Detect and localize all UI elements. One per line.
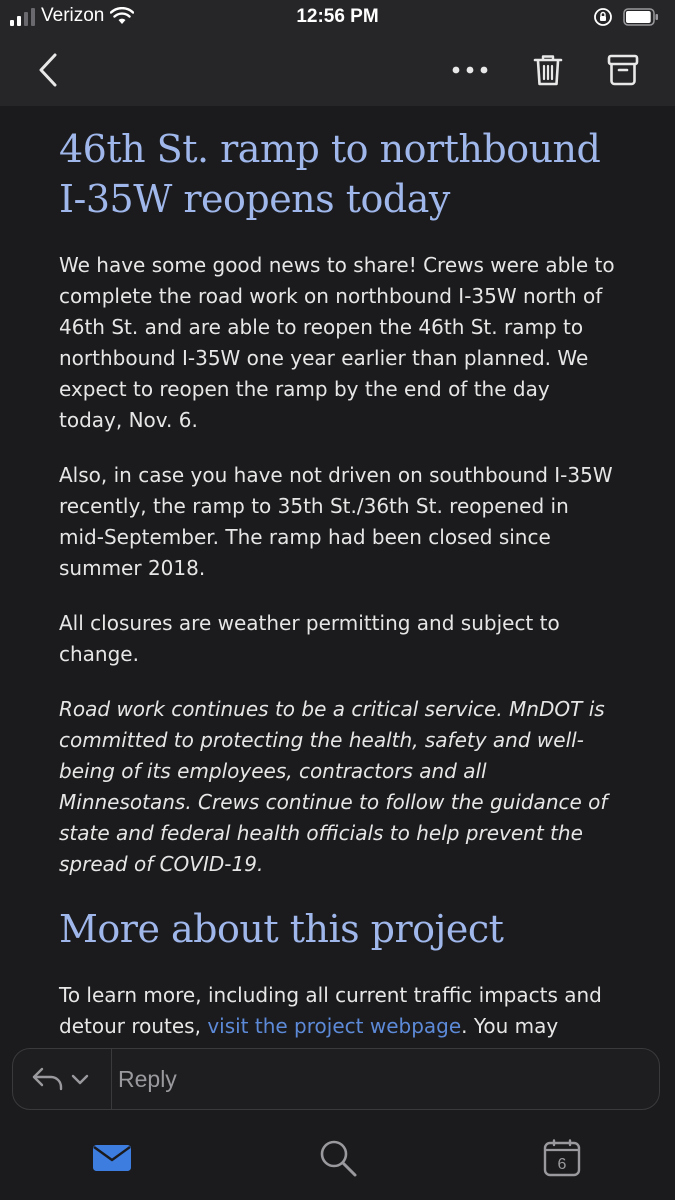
tab-mail[interactable] (86, 1136, 138, 1180)
message-toolbar (0, 36, 675, 106)
email-body[interactable] (0, 106, 675, 1042)
email-headline: 46th St. ramp to northbound I-35W reopens today (59, 127, 601, 221)
status-right (593, 7, 659, 27)
project-webpage-link[interactable]: visit the project webpage (207, 1014, 462, 1038)
calendar-day-number: 6 (557, 1156, 567, 1173)
reply-label[interactable]: Reply (118, 1066, 177, 1092)
tab-calendar[interactable] (536, 1136, 588, 1180)
more-button[interactable] (448, 50, 492, 90)
paragraph-southbound: Also, in case you have not driven on southbound I-35W recently, the ramp to 35th St./36th St. reopened in mid-September. The ramp had been closed since summer 2018. (59, 463, 613, 580)
reply-options-button[interactable] (31, 1066, 89, 1092)
learn-more-suffix: . You may (461, 1014, 559, 1038)
learn-more-text: To learn more, including all current traffic impacts and detour routes, (59, 983, 602, 1038)
chevron-left-icon (37, 53, 59, 87)
search-icon (318, 1138, 358, 1178)
reply-bar[interactable] (12, 1048, 660, 1110)
trash-icon (533, 53, 563, 87)
chevron-down-icon (71, 1073, 89, 1085)
battery-icon (623, 8, 659, 26)
reply-area (0, 1042, 675, 1120)
carrier-name: Verizon (41, 5, 105, 26)
archive-icon (607, 54, 639, 86)
paragraph-covid-notice: Road work continues to be a critical service. MnDOT is committed to protecting the health, safety and well-being of its employees, contractors and all Minnesotans. Crews continue to follow the guidance of state and federal health officials to help prevent the spread of COVID-19. (59, 697, 608, 876)
back-button[interactable] (28, 50, 68, 90)
reply-divider (111, 1049, 112, 1109)
delete-button[interactable] (526, 48, 570, 92)
email-article (59, 106, 619, 1042)
mail-icon (92, 1143, 132, 1173)
status-time: 12:56 PM (296, 6, 379, 27)
section-heading: More about this project (59, 907, 504, 951)
tab-search[interactable] (312, 1136, 364, 1180)
status-bar (0, 0, 675, 36)
tab-bar (0, 1120, 675, 1200)
paragraph-learn-more (59, 980, 619, 1042)
orientation-lock-icon (593, 7, 613, 27)
reply-arrow-icon (31, 1066, 65, 1092)
paragraph-closures: All closures are weather permitting and subject to change. (59, 611, 560, 666)
more-horizontal-icon (452, 66, 488, 74)
calendar-icon (543, 1139, 581, 1177)
paragraph-good-news: We have some good news to share! Crews were able to complete the road work on northbound I-35W north of 46th St. and are able to reopen the 46th St. ramp to northbound I-35W one year earlier than planned. We expect to reopen the ramp by the end of the day today, Nov. 6. (59, 253, 615, 432)
archive-button[interactable] (600, 48, 646, 92)
